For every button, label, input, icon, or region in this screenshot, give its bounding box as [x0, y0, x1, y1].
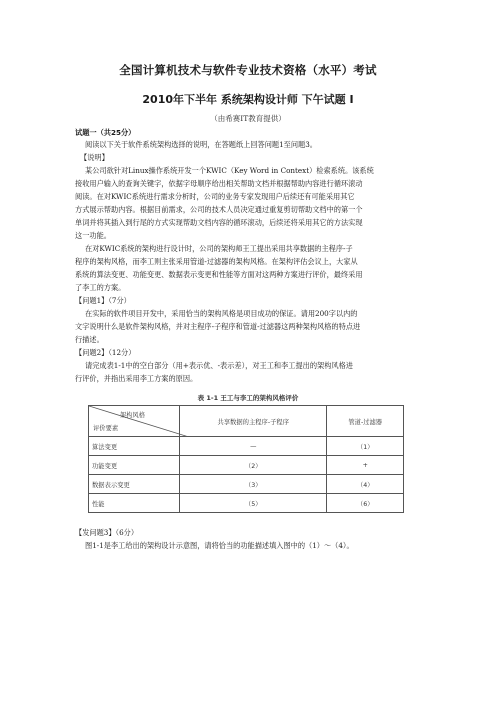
problem1-line: 在实际的软件项目开发中，采用恰当的架构风格是项目成功的保证。请用200字以内的 [85, 309, 358, 318]
problem2-line: 请完成表1-1中的空白部分（用+表示优、-表示差），对王工和李工提出的架构风格进 [85, 361, 353, 370]
problem2-label: 【问题2】（12分） [75, 348, 136, 357]
column-header: 管道-过滤器 [327, 406, 404, 437]
corner-top-label: 架构风格 [119, 412, 145, 419]
table-cell: — [180, 437, 327, 456]
table-cell: （1） [327, 437, 404, 456]
table-cell: （4） [327, 475, 404, 494]
description-label: 【说明】 [80, 153, 109, 162]
table-row [89, 456, 404, 475]
paragraph-line: 接收用户输入的查询关键字，依据字母顺序给出相关帮助文档并根据帮助内容进行循环滚动 [75, 179, 363, 188]
problem2-line: 行评价，并指出采用李工方案的原因。 [75, 374, 198, 383]
table-header-row [89, 406, 404, 437]
evaluation-table [88, 405, 404, 513]
paragraph-line: 某公司欲针对Linux操作系统开发一个KWIC（Key Word in Context）检索系统。该系统 [85, 166, 374, 175]
table-row [89, 475, 404, 494]
table-cell: （5） [180, 494, 327, 513]
exam-subtitle: 2010年下半年 系统架构设计师 下午试题 I [142, 93, 354, 106]
row-label: 数据表示变更 [89, 475, 180, 494]
instruction-text: 阅读以下关于软件系统架构选择的说明，在答题纸上回答问题1至问题3。 [85, 140, 317, 149]
column-header: 共享数据的主程序-子程序 [180, 406, 327, 437]
paragraph-line: 系统的算法变更、功能变更、数据表示变更和性能等方面对这两种方案进行评价，最终采用 [75, 270, 363, 279]
problem1-label: 【问题1】（7分） [75, 296, 131, 305]
problem3-line: 图1-1是李工给出的架构设计示意图，请将恰当的功能描述填入图中的（1）～（4）。 [85, 541, 354, 550]
question-heading: 试题一（共25分） [75, 128, 136, 137]
table-row [89, 437, 404, 456]
paragraph-line: 这一功能。 [75, 231, 111, 240]
table-cell: （6） [327, 494, 404, 513]
row-label: 功能变更 [89, 456, 180, 475]
row-label: 算法变更 [89, 437, 180, 456]
corner-bottom-label: 评价要素 [93, 425, 119, 432]
paragraph-line: 方式展示帮助内容。根据目前需求，公司的技术人员决定通过重复剪切帮助文档中的第一个 [75, 205, 363, 214]
paragraph-line: 阅读。在对KWIC系统进行需求分析时，公司的业务专家发现用户后续还有可能采用其它 [75, 192, 355, 201]
table-caption: 表 1-1 王工与李工的架构风格评价 [197, 394, 299, 402]
table-cell: （2） [180, 456, 327, 475]
paragraph-line: 了李工的方案。 [75, 283, 126, 292]
row-label: 性能 [89, 494, 180, 513]
provider-note: （由希赛IT教育提供） [210, 114, 286, 123]
problem3-label: 【发问题3】（6分） [75, 528, 139, 537]
table-corner-cell [89, 406, 180, 437]
table-cell: （3） [180, 475, 327, 494]
exam-title: 全国计算机技术与软件专业技术资格（水平）考试 [119, 63, 377, 77]
problem1-line: 行描述。 [75, 335, 104, 344]
table-row [89, 494, 404, 513]
table-cell: + [327, 456, 404, 475]
problem1-line: 文字说明什么是软件架构风格，并对主程序-子程序和管道-过滤器这两种架构风格的特点进 [75, 322, 361, 331]
paragraph-line: 在对KWIC系统的架构进行设计时，公司的架构师王工提出采用共享数据的主程序-子 [85, 244, 353, 253]
paragraph-line: 单词并将其插入到行尾的方式实现帮助文档内容的循环滚动，后续还将采用其它的方法实现 [75, 218, 363, 227]
paragraph-line: 程序的架构风格，而李工则主张采用管道-过滤器的架构风格。在架构评估会议上，大家从 [75, 257, 358, 266]
